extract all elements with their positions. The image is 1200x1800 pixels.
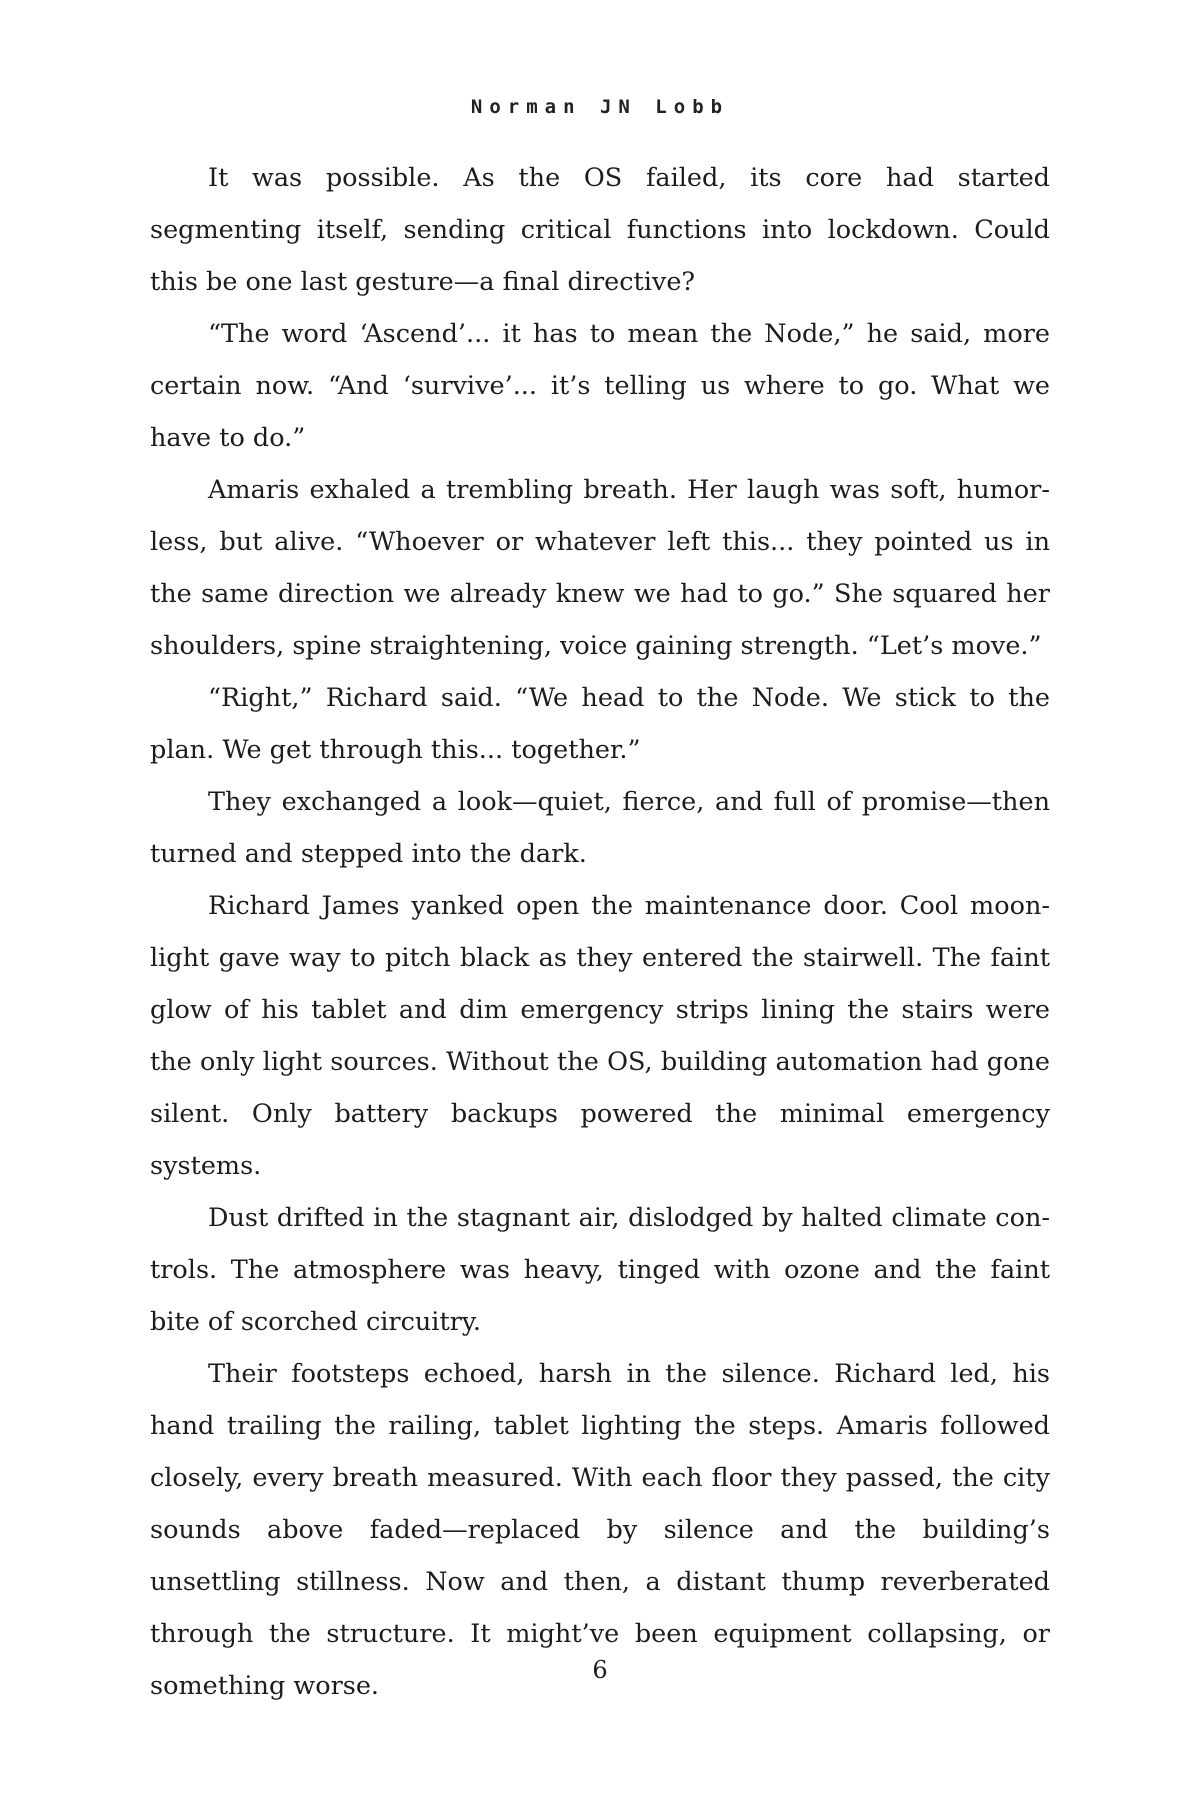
body-text (150, 152, 1050, 1712)
paragraph-8: Their footsteps echoed, harsh in the silence. Richard led, his hand trailing the railing, tablet lighting the steps. Amaris followed closely, every breath measured. With each floor they passed, the city sounds above faded—replaced by silence and the building’s unsettling stillness. Now and then, a distant thump reverberated through the structure. It might’ve been equipment collapsing, or something worse. (150, 1359, 1050, 1701)
paragraph-4: “Right,” Richard said. “We head to the Node. We stick to the plan. We get through this... together.” (150, 683, 1050, 765)
paragraph-2: “The word ‘Ascend’... it has to mean the Node,” he said, more certain now. “And ‘survive’... it’s telling us where to go. What we have to do.” (150, 319, 1050, 453)
running-head-author: Norman JN Lobb (470, 96, 730, 118)
paragraph-6: Richard James yanked open the maintenance door. Cool moonlight gave way to pitch black as they entered the stairwell. The faint glow of his tablet and dim emergency strips lining the stairs were the only light sources. Without the OS, building automation had gone silent. Only battery backups powered the minimal emergency systems. (150, 891, 1050, 1181)
page-number: 6 (592, 1656, 608, 1684)
paragraph-1: It was possible. As the OS failed, its core had started segmenting itself, sending critical functions into lockdown. Could this be one last gesture—a final directive? (150, 163, 1050, 297)
paragraph-3: Amaris exhaled a trembling breath. Her laugh was soft, humorless, but alive. “Whoever or whatever left this... they pointed us in the same direction we already knew we had to go.” She squared her shoulders, spine straightening, voice gaining strength. “Let’s move.” (150, 475, 1050, 661)
paragraph-7: Dust drifted in the stagnant air, dislodged by halted climate controls. The atmosphere was heavy, tinged with ozone and the faint bite of scorched circuitry. (150, 1203, 1050, 1337)
paragraph-5: They exchanged a look—quiet, fierce, and full of promise—then turned and stepped into the dark. (150, 787, 1050, 869)
